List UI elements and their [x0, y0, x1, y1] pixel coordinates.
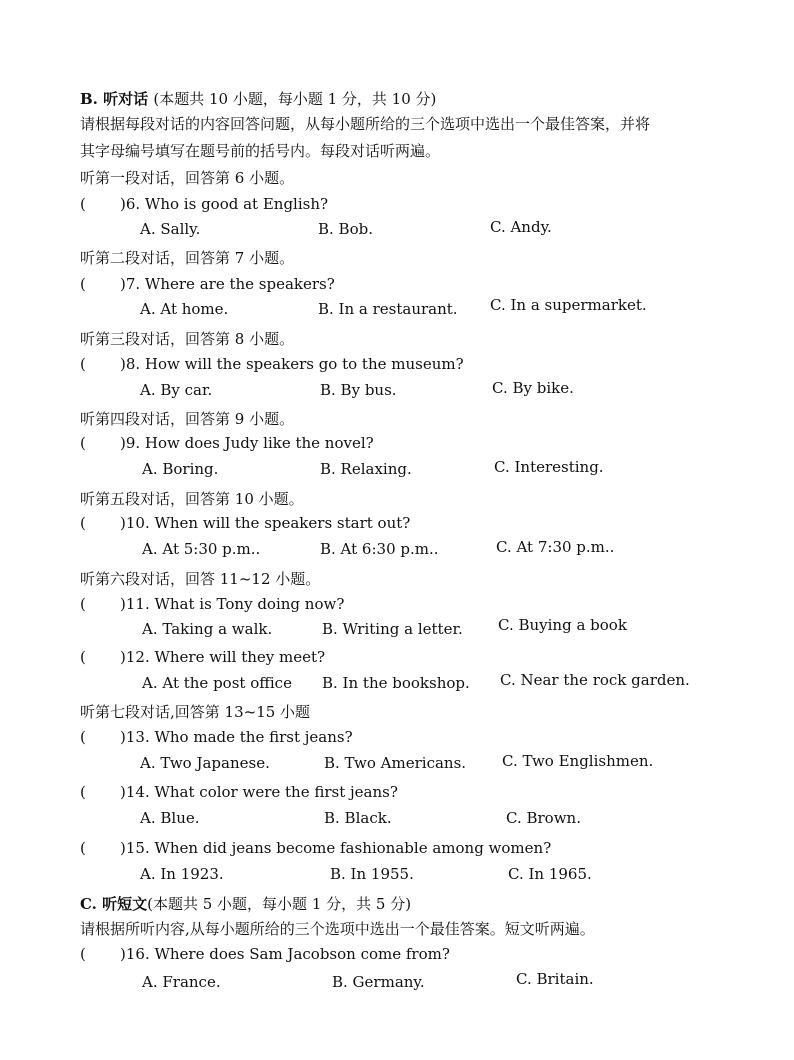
q6-option-c: C. Andy. [490, 218, 552, 236]
q6-option-b: B. Bob. [318, 220, 373, 238]
question-text: )13. Who made the first jeans? [120, 728, 353, 746]
answer-bracket[interactable]: ( [80, 595, 86, 613]
q15-option-b: B. In 1955. [330, 865, 414, 883]
q7-option-b: B. In a restaurant. [318, 300, 458, 318]
answer-bracket[interactable]: ( [80, 728, 86, 746]
question-text: )16. Where does Sam Jacobson come from? [120, 945, 450, 963]
section-b-header [80, 88, 436, 109]
question-11 [80, 595, 344, 613]
q8-option-c: C. By bike. [492, 379, 574, 397]
q14-option-c: C. Brown. [506, 809, 581, 827]
q13-option-b: B. Two Americans. [324, 754, 467, 772]
section-b-note: (本题共 10 小题，每小题 1 分，共 10 分) [153, 90, 437, 108]
answer-bracket[interactable]: ( [80, 945, 86, 963]
dialog-4-instruction: 听第四段对话，回答第 9 小题。 [80, 410, 295, 428]
question-text: )12. Where will they meet? [120, 648, 326, 666]
dialog-5-instruction: 听第五段对话，回答第 10 小题。 [80, 490, 304, 508]
dialog-3-instruction: 听第三段对话，回答第 8 小题。 [80, 330, 295, 348]
question-text: )8. How will the speakers go to the museum? [120, 355, 464, 373]
question-14 [80, 783, 398, 801]
section-c-note: (本题共 5 小题，每小题 1 分，共 5 分) [147, 895, 412, 913]
section-c-label: C. 听短文 [80, 895, 148, 913]
question-text: )15. When did jeans become fashionable among women? [120, 839, 552, 857]
q13-option-a: A. Two Japanese. [140, 754, 270, 772]
dialog-2-instruction: 听第二段对话，回答第 7 小题。 [80, 249, 295, 267]
question-9 [80, 434, 374, 452]
question-text: )11. What is Tony doing now? [120, 595, 345, 613]
q15-option-a: A. In 1923. [140, 865, 224, 883]
question-15 [80, 839, 551, 857]
q7-option-a: A. At home. [140, 300, 229, 318]
answer-bracket[interactable]: ( [80, 783, 86, 801]
answer-bracket[interactable]: ( [80, 195, 86, 213]
answer-bracket[interactable]: ( [80, 434, 86, 452]
q9-option-b: B. Relaxing. [320, 460, 412, 478]
section-b-instruction-2: 其字母编号填写在题号前的括号内。每段对话听两遍。 [80, 142, 441, 160]
q9-option-a: A. Boring. [142, 460, 219, 478]
question-text: )10. When will the speakers start out? [120, 514, 411, 532]
section-b-label: B. 听对话 [80, 90, 149, 108]
question-text: )9. How does Judy like the novel? [120, 434, 374, 452]
question-text: )7. Where are the speakers? [120, 275, 335, 293]
question-text: )6. Who is good at English? [120, 195, 329, 213]
answer-bracket[interactable]: ( [80, 275, 86, 293]
q10-option-b: B. At 6:30 p.m.. [320, 540, 439, 558]
dialog-6-instruction: 听第六段对话，回答 11~12 小题。 [80, 570, 321, 588]
q14-option-b: B. Black. [324, 809, 392, 827]
section-c-instruction: 请根据所听内容,从每小题所给的三个选项中选出一个最佳答案。短文听两遍。 [80, 920, 595, 938]
question-text: )14. What color were the first jeans? [120, 783, 398, 801]
question-6 [80, 195, 328, 213]
q12-option-c: C. Near the rock garden. [500, 671, 690, 689]
q11-option-a: A. Taking a walk. [142, 620, 273, 638]
question-12 [80, 648, 325, 666]
q16-option-b: B. Germany. [332, 973, 425, 991]
question-7 [80, 275, 335, 293]
dialog-1-instruction: 听第一段对话，回答第 6 小题。 [80, 169, 295, 187]
q10-option-a: A. At 5:30 p.m.. [142, 540, 261, 558]
q16-option-c: C. Britain. [516, 970, 594, 988]
question-8 [80, 355, 464, 373]
answer-bracket[interactable]: ( [80, 514, 86, 532]
q11-option-b: B. Writing a letter. [322, 620, 463, 638]
question-13 [80, 728, 353, 746]
q12-option-a: A. At the post office [142, 674, 292, 692]
q6-option-a: A. Sally. [140, 220, 201, 238]
q12-option-b: B. In the bookshop. [322, 674, 470, 692]
question-10 [80, 514, 410, 532]
answer-bracket[interactable]: ( [80, 355, 86, 373]
q14-option-a: A. Blue. [140, 809, 200, 827]
q8-option-b: B. By bus. [320, 381, 397, 399]
q8-option-a: A. By car. [140, 381, 213, 399]
q7-option-c: C. In a supermarket. [490, 296, 647, 314]
answer-bracket[interactable]: ( [80, 648, 86, 666]
q13-option-c: C. Two Englishmen. [502, 752, 654, 770]
q15-option-c: C. In 1965. [508, 865, 592, 883]
section-b-instruction-1: 请根据每段对话的内容回答问题，从每小题所给的三个选项中选出一个最佳答案，并将 [80, 115, 651, 133]
q9-option-c: C. Interesting. [494, 458, 604, 476]
answer-bracket[interactable]: ( [80, 839, 86, 857]
q11-option-c: C. Buying a book [498, 616, 627, 634]
q16-option-a: A. France. [142, 973, 221, 991]
question-16 [80, 945, 450, 963]
q10-option-c: C. At 7:30 p.m.. [496, 538, 615, 556]
section-c-header [80, 893, 411, 914]
dialog-7-instruction: 听第七段对话,回答第 13~15 小题 [80, 703, 311, 721]
